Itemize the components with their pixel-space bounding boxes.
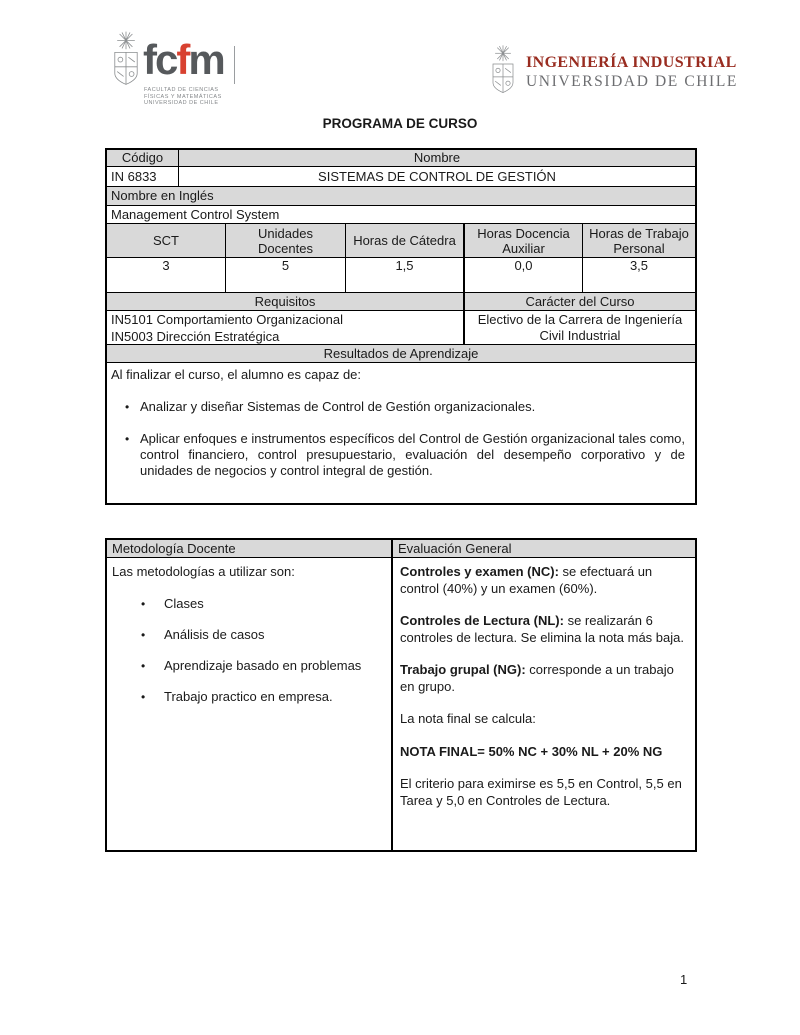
fcfm-caption-line: UNIVERSIDAD DE CHILE: [144, 100, 219, 107]
sct-header-cell: [226, 224, 346, 257]
fcfm-wordmark: [143, 36, 224, 83]
table-row: [107, 206, 695, 224]
fcfm-logo: [110, 28, 340, 108]
evaluacion-paragraph: [400, 776, 687, 809]
fcfm-caption-line: FACULTAD DE CIENCIAS: [144, 87, 219, 93]
bullet-icon: •: [141, 690, 146, 704]
fcfm-letter-f-red: f: [176, 36, 189, 83]
caracter-line: Electivo de la Carrera de Ingeniería: [477, 312, 683, 327]
metodologia-bullet-text: Análisis de casos: [164, 627, 265, 642]
unidades-docentes-label: Unidades Docentes: [258, 225, 313, 256]
metodologia-bullet-text: Aprendizaje basado en problemas: [164, 658, 362, 673]
evaluacion-paragraph: [400, 711, 687, 728]
list-item: [112, 658, 385, 674]
evaluacion-label: Evaluación General: [398, 540, 512, 556]
evaluacion-paragraph-text: La nota final se calcula:: [400, 711, 536, 726]
sct-label: SCT: [153, 233, 179, 248]
requisitos-header-cell: [107, 293, 465, 310]
table-row: [107, 345, 695, 363]
sct-value-cell: [346, 258, 465, 292]
resultado-bullet-text: Analizar y diseñar Sistemas de Control de Gestión organizacionales.: [140, 399, 536, 414]
sct-header-cell: [107, 224, 226, 257]
horas-trabajo-label: Horas de Trabajo Personal: [589, 225, 689, 256]
resultado-bullet-text: Aplicar enfoques e instrumentos específicos del Control de Gestión organizacional tales como, control financiero, control presupuestario, evaluación del desempeño corporativo y de unidades de negocios y control integral de gestión.: [140, 431, 685, 478]
university-crest-icon: [110, 30, 142, 86]
metodologia-intro: Las metodologías a utilizar son:: [112, 564, 295, 579]
dii-logo-text: [526, 53, 738, 91]
bullet-icon: •: [141, 628, 146, 642]
caracter-line: Civil Industrial: [539, 328, 621, 343]
horas-catedra-label: Horas de Cátedra: [353, 233, 456, 248]
nombre-header-cell: [179, 150, 695, 166]
table-row: [107, 540, 695, 558]
sct-header-cell: [583, 224, 695, 257]
page-title: PROGRAMA DE CURSO: [322, 116, 478, 131]
requisitos-list: [107, 311, 343, 344]
resultados-intro: Al finalizar el curso, el alumno es capaz de:: [111, 367, 362, 382]
codigo-value: IN 6833: [111, 168, 157, 184]
resultados-content-cell: [107, 363, 695, 503]
fcfm-caption-line: FÍSICAS Y MATEMÁTICAS: [144, 93, 222, 100]
page-number: 1: [680, 972, 688, 987]
list-item: [112, 596, 385, 612]
metodologia-list: [112, 596, 385, 705]
evaluacion-header-cell: [393, 540, 695, 557]
resultados-label: Resultados de Aprendizaje: [323, 345, 479, 361]
evaluacion-paragraph: [400, 613, 687, 646]
course-name-english: Management Control System: [111, 206, 280, 222]
codigo-label: Código: [121, 150, 164, 165]
metodologia-content-cell: [107, 558, 393, 850]
horas-docencia-value: 0,0: [514, 258, 533, 273]
requisito-item: IN5101 Comportamiento Organizacional: [111, 312, 343, 327]
bullet-icon: •: [141, 597, 146, 611]
unidades-value: 5: [281, 258, 290, 273]
sct-value-cell: [226, 258, 346, 292]
fcfm-letters-fc: fc: [143, 36, 177, 83]
evaluacion-paragraph-text: se realizarán 6 controles de lectura. Se elimina la nota más baja.: [400, 613, 684, 645]
bullet-icon: •: [125, 400, 130, 414]
sct-value: 3: [162, 258, 170, 273]
sct-value-cell: [107, 258, 226, 292]
evaluacion-paragraph-text: El criterio para eximirse es 5,5 en Control, 5,5 en Tarea y 5,0 en Controles de Lectura.: [400, 776, 682, 808]
evaluacion-paragraph-bold: Controles de Lectura (NL):: [400, 613, 564, 628]
university-crest-icon: [485, 44, 521, 94]
resultados-header-cell: [107, 345, 695, 362]
table-row: [107, 311, 695, 345]
table-row: [107, 187, 695, 206]
horas-trabajo-value: 3,5: [629, 258, 649, 273]
metodologia-bullet-text: Trabajo practico en empresa.: [164, 689, 333, 704]
sct-header-row: [107, 224, 695, 258]
evaluacion-paragraph-bold: Trabajo grupal (NG):: [400, 662, 526, 677]
sct-values-row: [107, 258, 695, 293]
caracter-header-cell: [465, 293, 695, 310]
caracter-value: [465, 311, 695, 344]
bullet-icon: •: [125, 432, 130, 446]
evaluacion-paragraph: [400, 564, 687, 597]
fcfm-letter-m: m: [188, 36, 224, 83]
horas-docencia-label: Horas Docencia Auxiliar: [477, 225, 570, 256]
sct-header-cell: [465, 224, 583, 257]
list-item: [112, 627, 385, 643]
caracter-label: Carácter del Curso: [525, 293, 635, 309]
nombre-ingles-label: Nombre en Inglés: [111, 188, 214, 203]
evaluacion-content-cell: [393, 558, 695, 850]
fcfm-caption: [144, 87, 222, 107]
methodology-table: [105, 538, 697, 852]
course-name: SISTEMAS DE CONTROL DE GESTIÓN: [318, 168, 556, 184]
fcfm-divider-rule: [234, 46, 235, 84]
requisitos-label: Requisitos: [254, 293, 316, 309]
table-row: [107, 150, 695, 167]
table-row: [107, 167, 695, 187]
sct-value-cell: [583, 258, 695, 292]
requisitos-value-cell: [107, 311, 465, 344]
list-item: [112, 689, 385, 705]
evaluacion-paragraph-bold: Controles y examen (NC):: [400, 564, 559, 579]
dii-logo-line1: INGENIERÍA INDUSTRIAL: [526, 54, 737, 71]
course-info-table: [105, 148, 697, 505]
dii-logo-line2: UNIVERSIDAD DE CHILE: [526, 73, 738, 90]
metodologia-bullet-text: Clases: [164, 596, 204, 611]
caracter-value-cell: [465, 311, 695, 344]
codigo-header-cell: [107, 150, 179, 166]
nombre-ingles-value-cell: [107, 206, 695, 223]
table-row: [107, 558, 695, 850]
horas-catedra-value: 1,5: [395, 258, 414, 273]
list-item: [111, 431, 689, 479]
evaluacion-paragraph: [400, 744, 687, 761]
table-row: [107, 293, 695, 311]
evaluacion-paragraph-bold: NOTA FINAL= 50% NC + 30% NL + 20% NG: [400, 743, 663, 759]
evaluacion-paragraph: [400, 662, 687, 695]
sct-value-cell: [465, 258, 583, 292]
sct-header-cell: [346, 224, 465, 257]
evaluacion-paragraph-text: corresponde a un trabajo en grupo.: [400, 662, 674, 694]
bullet-icon: •: [141, 659, 146, 673]
nombre-ingles-header-cell: [107, 187, 695, 205]
list-item: [111, 399, 689, 415]
nombre-value-cell: [179, 167, 695, 186]
requisito-item: IN5003 Dirección Estratégica: [111, 329, 280, 344]
metodologia-label: Metodología Docente: [112, 540, 236, 556]
nombre-label: Nombre: [413, 150, 461, 165]
codigo-value-cell: [107, 167, 179, 186]
dii-logo: [485, 44, 738, 96]
metodologia-header-cell: [107, 540, 393, 557]
resultados-content-row: [107, 363, 695, 503]
evaluacion-paragraph-text: se efectuará un control (40%) y un examen (60%).: [400, 564, 653, 596]
